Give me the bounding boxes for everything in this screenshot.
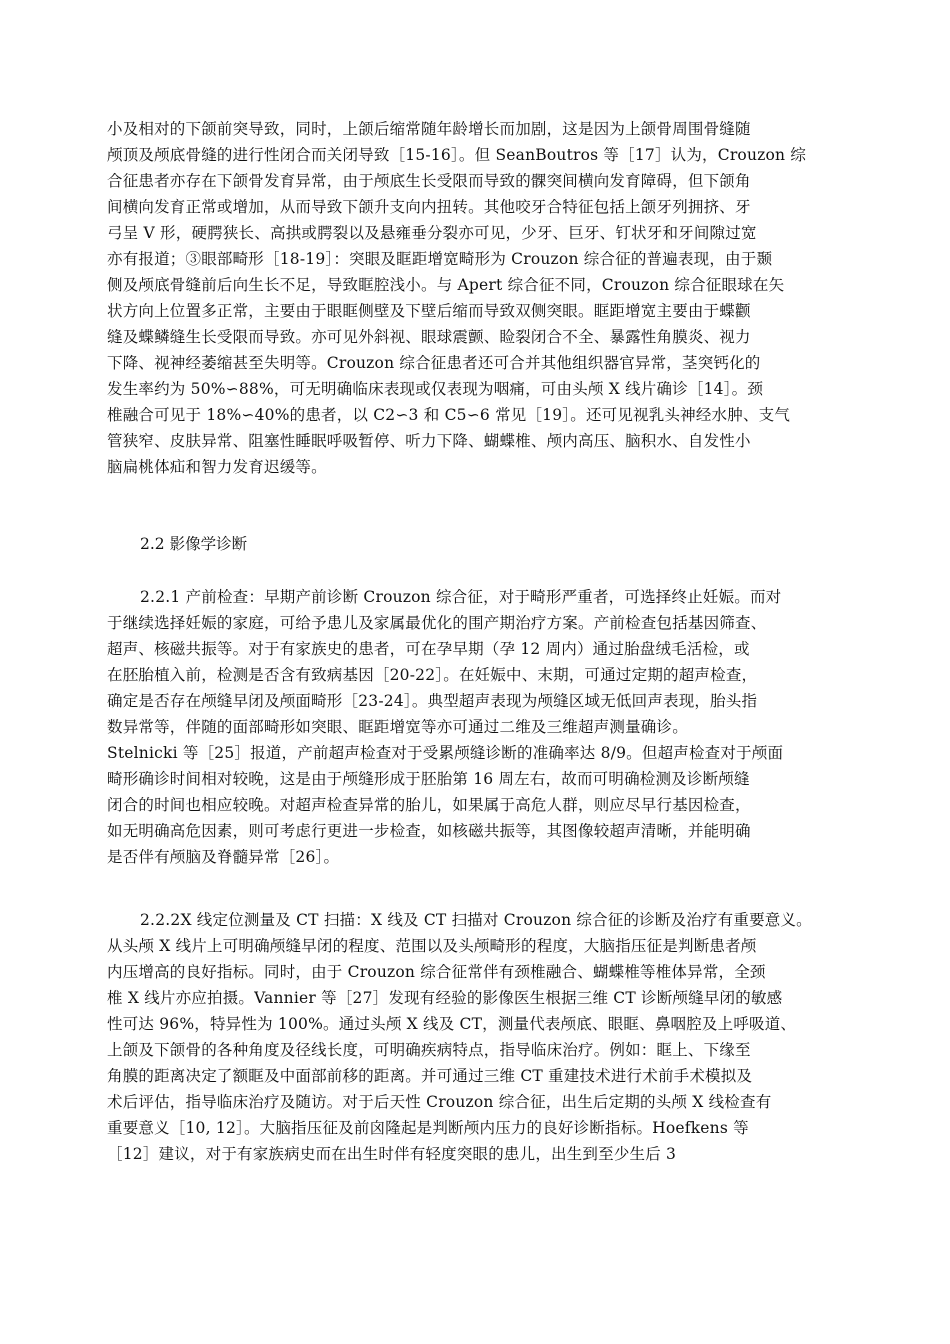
text-line: 椎 X 线片亦应拍摄。Vannier 等［27］发现有经验的影像医生根据三维 CT 诊断颅缝早闭的敏感 (107, 989, 783, 1007)
text-line: 2.2.1 产前检查：早期产前诊断 Crouzon 综合征，对于畸形严重者，可选择终止妊娠。而对 (140, 588, 782, 606)
text-line: 状方向上位置多正常，主要由于眼眶侧壁及下壁后缩而导致双侧突眼。眶距增宽主要由于蝶颧 (107, 302, 751, 320)
text-line: 合征患者亦存在下颌骨发育异常，由于颅底生长受限而导致的髁突间横向发育障碍，但下颌角 (107, 172, 751, 190)
text-line: 角膜的距离决定了额眶及中面部前移的距离。并可通过三维 CT 重建技术进行术前手术模拟及 (107, 1067, 753, 1085)
text-line: 确定是否存在颅缝早闭及颅面畸形［23-24］。典型超声表现为颅缝区域无低回声表现，胎头指 (107, 692, 758, 710)
text-line: 性可达 96%，特异性为 100%。通过头颅 X 线及 CT，测量代表颅底、眼眶、鼻咽腔及上呼吸道、 (107, 1015, 797, 1033)
text-line: ［12］建议，对于有家族病史而在出生时伴有轻度突眼的患儿，出生到至少生后 3 (107, 1145, 677, 1163)
text-line: 内压增高的良好指标。同时，由于 Crouzon 综合征常伴有颈椎融合、蝴蝶椎等椎体异常，全颈 (107, 963, 766, 981)
text-line: 如无明确高危因素，则可考虑行更进一步检查，如核磁共振等，其图像较超声清晰，并能明确 (107, 822, 751, 840)
text-line: 是否伴有颅脑及脊髓异常［26］。 (107, 848, 340, 866)
text-line: 术后评估，指导临床治疗及随访。对于后天性 Crouzon 综合征，出生后定期的头颅 X 线检查有 (107, 1093, 772, 1111)
section-heading: 2.2 影像学诊断 (140, 535, 248, 553)
text-line: 闭合的时间也相应较晚。对超声检查异常的胎儿，如果属于高危人群，则应尽早行基因检查， (107, 796, 751, 814)
text-line: 亦有报道；③眼部畸形［18-19］：突眼及眶距增宽畸形为 Crouzon 综合征的普遍表现，由于颞 (107, 250, 773, 268)
text-line: 弓呈 V 形，硬腭狭长、高拱或腭裂以及悬雍垂分裂亦可见，少牙、巨牙、钉状牙和牙间隙过宽 (107, 224, 757, 242)
text-line: 下降、视神经萎缩甚至失明等。Crouzon 综合征患者还可合并其他组织器官异常，茎突钙化的 (107, 354, 761, 372)
text-line: 超声、核磁共振等。对于有家族史的患者，可在孕早期（孕 12 周内）通过胎盘绒毛活检，或 (107, 640, 750, 658)
text-line: 椎融合可见于 18%∽40%的患者，以 C2∽3 和 C5∽6 常见［19］。还可见视乳头神经水肿、支气 (107, 406, 791, 424)
text-line: 上颌及下颌骨的各种角度及径线长度，可明确疾病特点，指导临床治疗。例如：眶上、下缘至 (107, 1041, 751, 1059)
text-line: 间横向发育正常或增加，从而导致下颌升支向内扭转。其他咬牙合特征包括上颌牙列拥挤、牙 (107, 198, 751, 216)
text-line: Stelnicki 等［25］报道，产前超声检查对于受累颅缝诊断的准确率达 8/9。但超声检查对于颅面 (107, 744, 784, 762)
text-line: 从头颅 X 线片上可明确颅缝早闭的程度、范围以及头颅畸形的程度，大脑指压征是判断患者颅 (107, 937, 757, 955)
text-line: 缝及蝶鳞缝生长受限而导致。亦可见外斜视、眼球震颤、睑裂闭合不全、暴露性角膜炎、视力 (107, 328, 751, 346)
text-line: 脑扁桃体疝和智力发育迟缓等。 (107, 458, 327, 476)
text-line: 于继续选择妊娠的家庭，可给予患儿及家属最优化的围产期治疗方案。产前检查包括基因筛查、 (107, 614, 767, 632)
text-line: 数异常等，伴随的面部畸形如突眼、眶距增宽等亦可通过二维及三维超声测量确诊。 (107, 718, 688, 736)
text-line: 重要意义［10, 12］。大脑指压征及前囟隆起是判断颅内压力的良好诊断指标。Hoefkens 等 (107, 1119, 749, 1137)
text-line: 小及相对的下颌前突导致，同时，上颌后缩常随年龄增长而加剧，这是因为上颌骨周围骨缝随 (107, 120, 751, 138)
text-line: 在胚胎植入前，检测是否含有致病基因［20-22］。在妊娠中、末期，可通过定期的超声检查， (107, 666, 758, 684)
text-line: 2.2.2X 线定位测量及 CT 扫描：X 线及 CT 扫描对 Crouzon 综合征的诊断及治疗有重要意义。 (140, 911, 812, 929)
text-line: 管狭窄、皮肤异常、阻塞性睡眠呼吸暂停、听力下降、蝴蝶椎、颅内高压、脑积水、自发性小 (107, 432, 751, 450)
text-line: 畸形确诊时间相对较晚，这是由于颅缝形成于胚胎第 16 周左右，故而可明确检测及诊断颅缝 (107, 770, 750, 788)
text-line: 发生率约为 50%∽88%，可无明确临床表现或仅表现为咽痛，可由头颅 X 线片确诊［14］。颈 (107, 380, 764, 398)
text-line: 侧及颅底骨缝前后向生长不足，导致眶腔浅小。与 Apert 综合征不同，Crouzon 综合征眼球在矢 (107, 276, 785, 294)
text-line: 颅顶及颅底骨缝的进行性闭合而关闭导致［15-16］。但 SeanBoutros 等［17］认为，Crouzon 综 (107, 146, 807, 164)
